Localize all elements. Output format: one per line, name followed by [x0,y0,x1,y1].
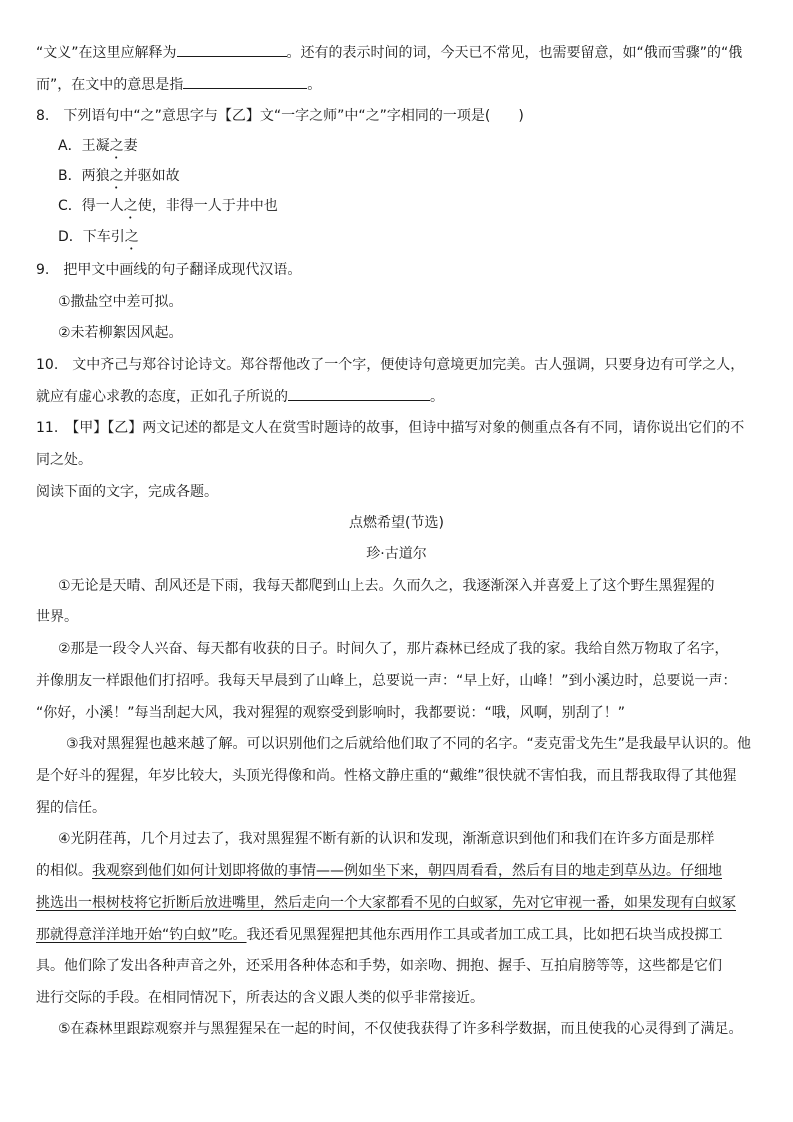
answer-blank [177,42,287,57]
emphasized-char: 之 [124,229,139,245]
paragraph-1-line: 世界。 [36,609,78,625]
paragraph-4-line: ④光阴荏苒，几个月过去了，我对黑猩猩不断有新的认识和发现，渐渐意识到他们和我们在许多方面是那样 [58,831,715,847]
paragraph-2-line: ②那是一段令人兴奋、每天都有收获的日子。时间久了，那片森林已经成了我的家。我给自然万物取了名字， [58,641,729,657]
paragraph-4-line [36,861,722,881]
paragraph-5-line: ⑤在森林里跟踪观察并与黑猩猩呆在一起的时间，不仅使我获得了许多科学数据，而且使我的心灵得到了满足。 [58,1021,743,1037]
q7-text: “文义”在这里应解释为 [36,45,177,61]
paragraph-3-line: ③我对黑猩猩也越来越了解。可以识别他们之后就给他们取了不同的名字。“麦克雷戈先生”是我最早认识的。他 [66,736,752,752]
option-text: 妻 [123,138,138,154]
q9-item-1: ①撒盐空中差可拟。 [58,294,183,310]
option-text: 王凝 [81,138,110,154]
paragraph-4-line: 进行交际的手段。在相同情况下，所表达的含义跟人类的似乎非常接近。 [36,990,484,1006]
paragraph-2-line: 并像朋友一样跟他们打招呼。我每天早晨到了山峰上，总要说一声：“早上好，山峰！”到小溪边时，总要说一声： [36,673,737,689]
q11-line-1: 11. 【甲】【乙】两文记述的都是文人在赏雪时题诗的故事，但诗中描写对象的侧重点各有不同，请你说出它们的不 [36,420,745,436]
paragraph-2-line: “你好，小溪！”每当刮起大风，我对猩猩的观察受到影响时，我都要说：“哦，风啊，别刮了！” [36,705,626,721]
q8-stem: 8. 下列语句中“之”意思字与【乙】文“一字之师”中“之”字相同的一项是( ) [36,108,524,124]
paragraph-4-line: 具。他们除了发出各种声音之外，还采用各种体态和手势，如亲吻、拥抱、握手、互拍肩膀等等，这些都是它们 [36,958,722,974]
paragraph-text: 我还看见黑猩猩把其他东西用作工具或者加工成工具，比如把石块当成投掷工 [246,927,723,943]
paragraph-4-line [36,925,723,945]
article-author: 珍·古道尔 [366,546,427,562]
paragraph-4-line [36,893,736,913]
q9-item-2: ②未若柳絮因风起。 [58,325,183,341]
option-label: C． [58,198,82,214]
underlined-sentence: 我观察到他们如何计划即将做的事情——例如坐下来，朝四周看看，然后有目的地走到草丛边。仔细地 [92,863,722,879]
underlined-sentence: 挑选出一根树枝将它折断后放进嘴里，然后走向一个大家都看不见的白蚁冢，先对它审视一番，如果发现有白蚁冢 [36,895,736,911]
option-text: 下车引 [82,229,125,245]
option-text: 使，非得一人于井中也 [137,198,278,214]
emphasized-char: 之 [123,198,138,214]
q10-text: 。 [430,389,444,405]
option-text: 得一人 [81,198,124,214]
q7-text: 。 [307,77,322,93]
paragraph-text: 的相似。 [36,863,92,879]
article-title: 点燃希望(节选) [349,515,444,531]
q7-text: 而”，在文中的意思是指 [36,77,184,93]
emphasized-char: 之 [109,138,124,154]
answer-blank [288,386,430,401]
q7-text: 。还有的表示时间的词，今天已不常见，也需要留意，如“俄而雪骤”的“俄 [286,45,743,61]
q8-option-a [58,136,138,162]
answer-blank [183,74,307,89]
option-text: 并驱如故 [123,168,180,184]
q8-option-b [58,166,180,192]
option-text: 两狼 [81,168,110,184]
emphasized-char: 之 [109,168,124,184]
paragraph-1-line: ①无论是天晴、刮风还是下雨，我每天都爬到山上去。久而久之，我逐渐深入并喜爱上了这个野生黑猩猩的 [58,578,715,594]
q10-line-1: 10. 文中齐己与郑谷讨论诗文。郑谷帮他改了一个字，便使诗句意境更加完美。古人强调，只要身边有可学之人， [36,357,745,373]
q7-line-2 [36,74,321,95]
q10-text: 就应有虚心求教的态度，正如孔子所说的 [36,389,288,405]
q8-option-d [58,227,139,253]
q8-option-c [58,196,278,222]
option-label: B． [58,168,82,184]
paragraph-3-line: 猩的信任。 [36,800,106,816]
paragraph-3-line: 是个好斗的猩猩，年岁比较大，头顶光得像和尚。性格文静庄重的“戴维”很快就不害怕我，而且帮我取得了其他猩 [36,768,737,784]
reading-instruction: 阅读下面的文字，完成各题。 [36,484,218,500]
option-label: A． [58,138,82,154]
q9-stem: 9. 把甲文中画线的句子翻译成现代汉语。 [36,262,302,278]
underlined-sentence: 那就得意洋洋地开始“钓白蚁”吃。 [36,927,247,943]
q10-line-2 [36,386,444,407]
option-label: D． [58,229,83,245]
q7-line-1 [36,42,742,63]
q11-line-2: 同之处。 [36,452,92,468]
